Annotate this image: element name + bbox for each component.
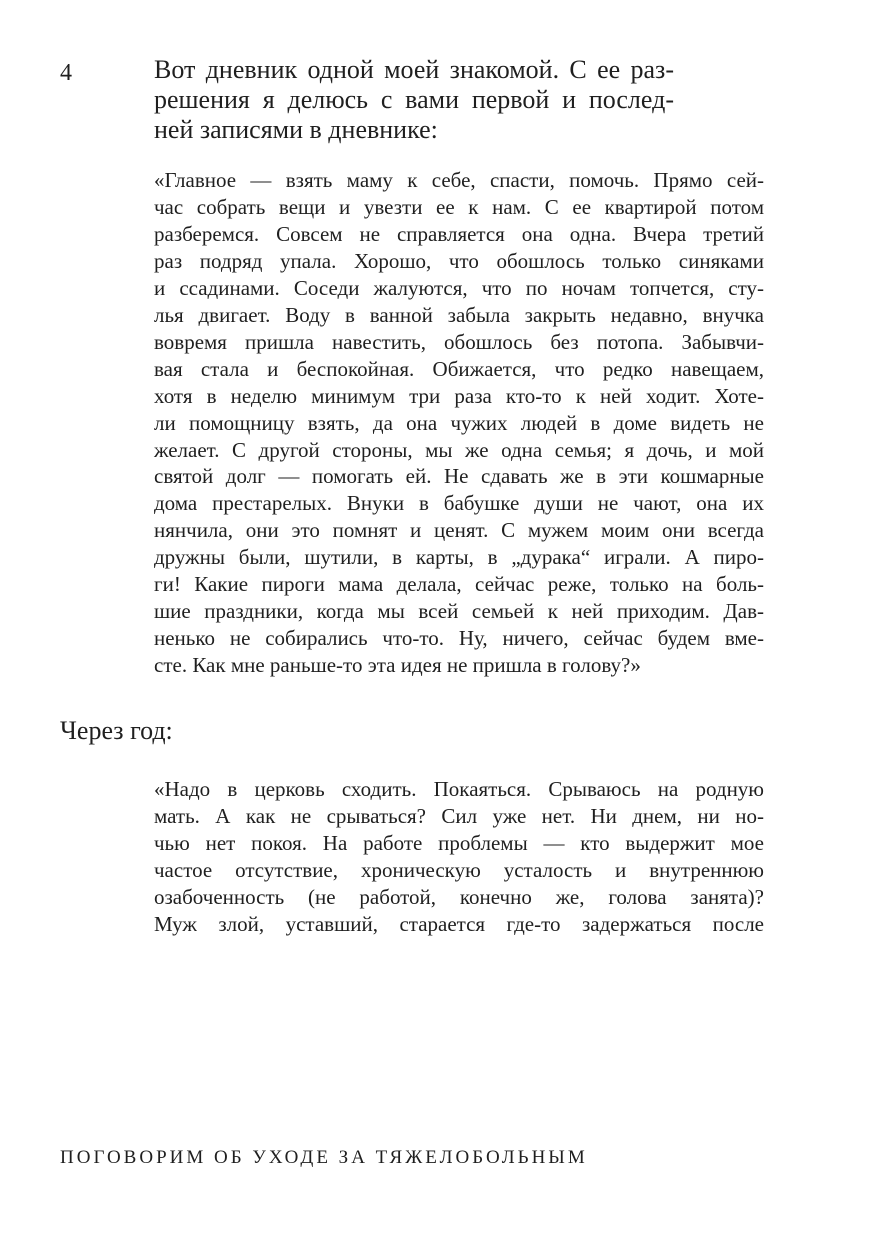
entry-line: вая стала и беспокойная. Обижается, что редко навещаем, xyxy=(154,356,764,381)
entry-line: частое отсутствие, хроническую усталость и внутреннюю xyxy=(154,857,764,882)
entry-line: мать. А как не срываться? Сил уже нет. Ни днем, ни но- xyxy=(154,803,764,828)
entry-line: вовремя пришла навестить, обошлось без потопа. Забывчи- xyxy=(154,329,764,354)
page-number: 4 xyxy=(60,60,72,86)
intro-line: ней записями в дневнике: xyxy=(154,115,438,144)
entry-line: разберемся. Совсем не справляется она одна. Вчера третий xyxy=(154,221,764,246)
intro-line: решения я делюсь с вами первой и послед- xyxy=(154,85,674,114)
entry-line: озабоченность (не работой, конечно же, голова занята)? xyxy=(154,884,764,909)
entry-line: хотя в неделю минимум три раза кто-то к ней ходит. Хоте- xyxy=(154,383,764,408)
entry-line: раз подряд упала. Хорошо, что обошлось только синяками xyxy=(154,248,764,273)
entry-line: чью нет покоя. На работе проблемы — кто выдержит мое xyxy=(154,830,764,855)
intro-paragraph xyxy=(154,55,674,145)
second-diary-entry xyxy=(154,776,764,938)
entry-line: нянчила, они это помнят и ценят. С мужем моим они всегда xyxy=(154,518,764,543)
entry-line: «Главное — взять маму к себе, спасти, помочь. Прямо сей- xyxy=(154,168,764,192)
first-diary-entry xyxy=(154,167,764,679)
entry-line: ги! Какие пироги мама делала, сейчас реже, только на боль- xyxy=(154,572,764,597)
entry-line: сте. Как мне раньше-то эта идея не пришла в голову?» xyxy=(154,653,641,678)
entry-line: лья двигает. Воду в ванной забыла закрыть недавно, внучка xyxy=(154,302,764,327)
entry-line: шие праздники, когда мы всей семьей к ней приходим. Дав- xyxy=(154,599,764,624)
entry-line: и ссадинами. Соседи жалуются, что по ночам топчется, сту- xyxy=(154,275,764,300)
entry-line: «Надо в церковь сходить. Покаяться. Срываюсь на родную xyxy=(154,777,764,801)
intro-line: Вот дневник одной моей знакомой. С ее раз- xyxy=(154,55,674,84)
entry-line: дружны были, шутили, в карты, в „дурака“ играли. А пиро- xyxy=(154,545,764,570)
entry-line: ли помощницу взять, да она чужих людей в доме видеть не xyxy=(154,410,764,435)
entry-line: желает. С другой стороны, мы же одна семья; я дочь, и мой xyxy=(154,437,764,462)
running-footer-title: ПОГОВОРИМ ОБ УХОДЕ ЗА ТЯЖЕЛОБОЛЬНЫМ xyxy=(60,1147,588,1168)
entry-line: дома престарелых. Внуки в бабушке души не чают, она их xyxy=(154,491,764,516)
entry-line: Муж злой, уставший, старается где-то задержаться после xyxy=(154,911,764,936)
entry-line: святой долг — помогать ей. Не сдавать же в эти кошмарные xyxy=(154,464,764,489)
entry-line: час собрать вещи и увезти ее к нам. С ее квартирой потом xyxy=(154,194,764,219)
subheading-year-later: Через год: xyxy=(60,716,173,745)
entry-line: ненько не собирались что-то. Ну, ничего, сейчас будем вме- xyxy=(154,626,764,651)
